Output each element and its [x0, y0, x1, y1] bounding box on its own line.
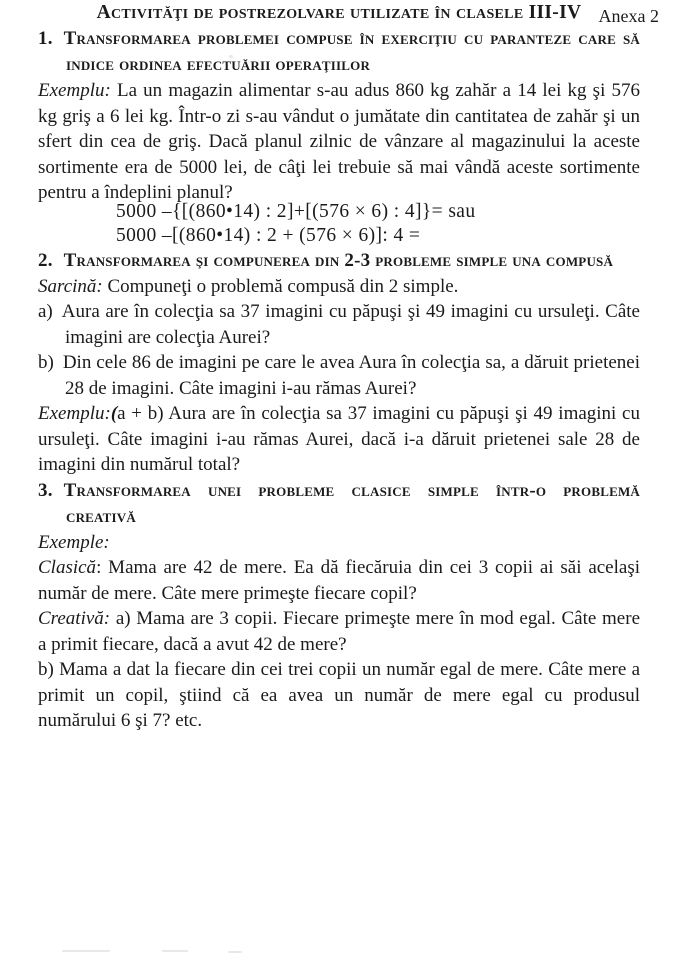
examples-label-line — [38, 530, 640, 556]
list-item-a-marker: a) — [38, 301, 53, 322]
section-1-example-paragraph — [38, 78, 640, 206]
list-item-b — [38, 350, 640, 401]
creative-b-text: b) Mama a dat la fiecare din cei trei copii un număr egal de mere. Câte mere a primit un copil, ştiind că ea avea un număr de mere egal cu produsul numărului 6 şi 7? etc. — [38, 659, 640, 731]
annex-label: Anexa 2 — [598, 6, 659, 26]
formula-line-1: 5000 –{[(860•14) : 2]+[(576 × 6) : 4]}= sau — [116, 200, 476, 222]
scan-artifact — [228, 951, 242, 953]
section-2-number: 2. — [38, 249, 53, 271]
section-3-heading — [38, 478, 640, 530]
section-2-example-paragraph — [38, 401, 640, 478]
section-2-heading-text: Transformarea şi compunerea din 2-3 probleme simple una compusă — [63, 249, 614, 271]
example-label: Exemplu: — [38, 80, 111, 101]
classic-example-paragraph — [38, 555, 640, 606]
section-1-heading — [38, 26, 640, 78]
task-text: Compuneţi o problemă compusă din 2 simple. — [102, 275, 459, 297]
section-2-heading — [38, 248, 640, 274]
list-item-b-text: Din cele 86 de imagini pe care le avea Aura în colecţia sa, a dăruit prietenei 28 de imagini. Câte imagini i-au rămas Aurei? — [62, 352, 640, 399]
example-text: a + b) Aura are în colecţia sa 37 imagini cu păpuşi şi 49 imagini cu ursuleţi. Câte imagini i-au rămas Aurei, dacă i-a dăruit prietenei sale 28 de imagini din numărul total? — [38, 403, 640, 475]
section-3-heading-text: Transformarea unei probleme clasice simple într-o problemă creativă — [63, 479, 640, 527]
section-2-task — [38, 274, 640, 300]
creative-example-b-paragraph — [38, 657, 640, 734]
example-paren: ( — [110, 403, 118, 424]
task-label: Sarcină: — [38, 275, 103, 297]
list-item-b-marker: b) — [38, 352, 54, 373]
section-1-number: 1. — [38, 28, 53, 49]
examples-label: Exemple: — [38, 531, 110, 553]
example-label: Exemplu: — [38, 403, 111, 424]
formula-line-2: 5000 –[(860•14) : 2 + (576 × 6)]: 4 = — [116, 224, 421, 246]
classic-label: Clasică — [38, 557, 97, 578]
list-item-a — [38, 299, 640, 350]
example-text: La un magazin alimentar s-au adus 860 kg zahăr a 14 lei kg şi 576 kg griş a 6 lei kg. Într-o zi s-au vândut o jumătate din cantitatea de zahăr şi un sfert din cea de griş. Dacă planul zilnic de vânzare al magazinului la aceste sortimente era de 5000 lei, de câţi lei trebuie să mai vândă aceste sortimente pentru a îndeplini planul? — [38, 80, 640, 203]
creative-example-paragraph — [38, 606, 640, 657]
scan-artifact — [62, 950, 110, 952]
formula-block — [116, 200, 640, 248]
scan-artifact — [162, 950, 188, 952]
classic-text: : Mama are 42 de mere. Ea dă fiecăruia din cei 3 copii ai săi acelaşi număr de mere. Câte mere primeşte fiecare copil? — [38, 557, 640, 604]
creative-text: a) Mama are 3 copii. Fiecare primeşte mere în mod egal. Câte mere a primit fiecare, dacă a avut 42 de mere? — [38, 608, 640, 655]
scan-artifact — [229, 55, 233, 58]
section-3-number: 3. — [38, 479, 53, 501]
section-1-heading-text: Transformarea problemei compuse în exerciţiu cu paranteze care să indice ordinea efectuării operaţiilor — [63, 28, 640, 75]
list-item-a-text: Aura are în colecţia sa 37 imagini cu păpuşi şi 49 imagini cu ursuleţi. Câte imagini are colecţia Aurei? — [61, 301, 640, 348]
document-title: Activităţi de postrezolvare utilizate în clasele III-IV — [96, 2, 582, 23]
creative-label: Creativă: — [38, 608, 111, 629]
